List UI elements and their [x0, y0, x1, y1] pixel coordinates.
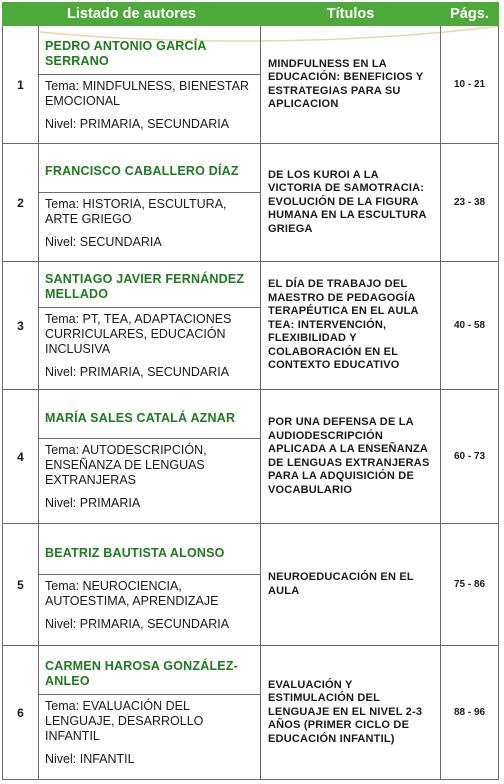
author-topic: Tema: AUTODESCRIPCIÓN, ENSEÑANZA DE LENGUAS EXTRANJERAS	[45, 443, 207, 487]
article-title: POR UNA DEFENSA DE LA AUDIODESCRIPCIÓN APLICADA A LA ENSEÑANZA DE LENGUAS EXTRANJERAS PARA LA ADQUISICIÓN DE VOCABULARIO	[261, 390, 441, 524]
page-range: 88 - 96	[441, 646, 499, 780]
author-name: BEATRIZ BAUTISTA ALONSO	[39, 534, 260, 575]
author-level: Nivel: PRIMARIA, SECUNDARIA	[45, 116, 230, 131]
author-info	[39, 575, 260, 636]
author-topic: Tema: PT, TEA, ADAPTACIONES CURRICULARES, EDUCACIÓN INCLUSIVA	[45, 312, 232, 356]
row-number: 4	[3, 390, 39, 524]
header-titles: Títulos	[261, 3, 441, 26]
page-range: 40 - 58	[441, 262, 499, 390]
header-authors: Listado de autores	[3, 3, 261, 26]
header-row	[3, 3, 499, 26]
row-number: 3	[3, 262, 39, 390]
article-title: EL DÍA DE TRABAJO DEL MAESTRO DE PEDAGOGÍA TERAPÉUTICA EN EL AULA TEA: INTERVENCIÓN, FLEXIBILIDAD Y COLABORACIÓN EN EL CONTEXTO EDUCATIVO	[261, 262, 441, 390]
table-row	[3, 144, 499, 262]
page-range: 60 - 73	[441, 390, 499, 524]
author-level: Nivel: PRIMARIA, SECUNDARIA	[45, 616, 230, 631]
article-title: NEUROEDUCACIÓN EN EL AULA	[261, 524, 441, 646]
author-topic: Tema: HISTORIA, ESCULTURA, ARTE GRIEGO	[45, 196, 227, 226]
table-row	[3, 262, 499, 390]
author-info	[39, 193, 260, 254]
author-name: PEDRO ANTONIO GARCÍA SERRANO	[39, 34, 260, 75]
table-row	[3, 390, 499, 524]
page-range: 10 - 21	[441, 26, 499, 144]
author-info	[39, 439, 260, 515]
author-info	[39, 308, 260, 384]
author-cell	[39, 144, 261, 262]
author-topic: Tema: EVALUACIÓN DEL LENGUAJE, DESARROLLO INFANTIL	[45, 699, 204, 743]
author-level: Nivel: PRIMARIA, SECUNDARIA	[45, 365, 230, 379]
page-range: 23 - 38	[441, 144, 499, 262]
author-cell	[39, 262, 261, 390]
article-title: EVALUACIÓN Y ESTIMULACIÓN DEL LENGUAJE EN EL NIVEL 2-3 AÑOS (PRIMER CICLO DE EDUCACIÓN INFANTIL)	[261, 646, 441, 780]
article-title: DE LOS KUROI A LA VICTORIA DE SAMOTRACIA: EVOLUCIÓN DE LA FIGURA HUMANA EN LA ESCULTURA GRIEGA	[261, 144, 441, 262]
author-name: SANTIAGO JAVIER FERNÁNDEZ MELLADO	[39, 267, 260, 308]
author-name: MARÍA SALES CATALÁ AZNAR	[39, 398, 260, 439]
row-number: 1	[3, 26, 39, 144]
page-range: 75 - 86	[441, 524, 499, 646]
author-cell	[39, 524, 261, 646]
authors-table	[2, 2, 499, 780]
author-cell	[39, 646, 261, 780]
author-cell	[39, 26, 261, 144]
author-info	[39, 75, 260, 136]
row-number: 6	[3, 646, 39, 780]
article-title: MINDFULNESS EN LA EDUCACIÓN: BENEFICIOS Y ESTRATEGIAS PARA SU APLICACION	[261, 26, 441, 144]
table-row	[3, 524, 499, 646]
author-topic: Tema: NEUROCIENCIA, AUTOESTIMA, APRENDIZAJE	[45, 578, 219, 608]
row-number: 5	[3, 524, 39, 646]
author-topic: Tema: MINDFULNESS, BIENESTAR EMOCIONAL	[45, 78, 249, 108]
author-name: CARMEN HAROSA GONZÁLEZ-ANLEO	[39, 654, 260, 695]
header-pages: Págs.	[441, 3, 499, 26]
table-row	[3, 26, 499, 144]
table-row	[3, 646, 499, 780]
row-number: 2	[3, 144, 39, 262]
author-level: Nivel: INFANTIL	[45, 752, 135, 766]
author-cell	[39, 390, 261, 524]
author-level: Nivel: PRIMARIA	[45, 496, 141, 510]
author-level: Nivel: SECUNDARIA	[45, 234, 162, 249]
author-info	[39, 695, 260, 771]
author-name: FRANCISCO CABALLERO DÍAZ	[39, 152, 260, 193]
